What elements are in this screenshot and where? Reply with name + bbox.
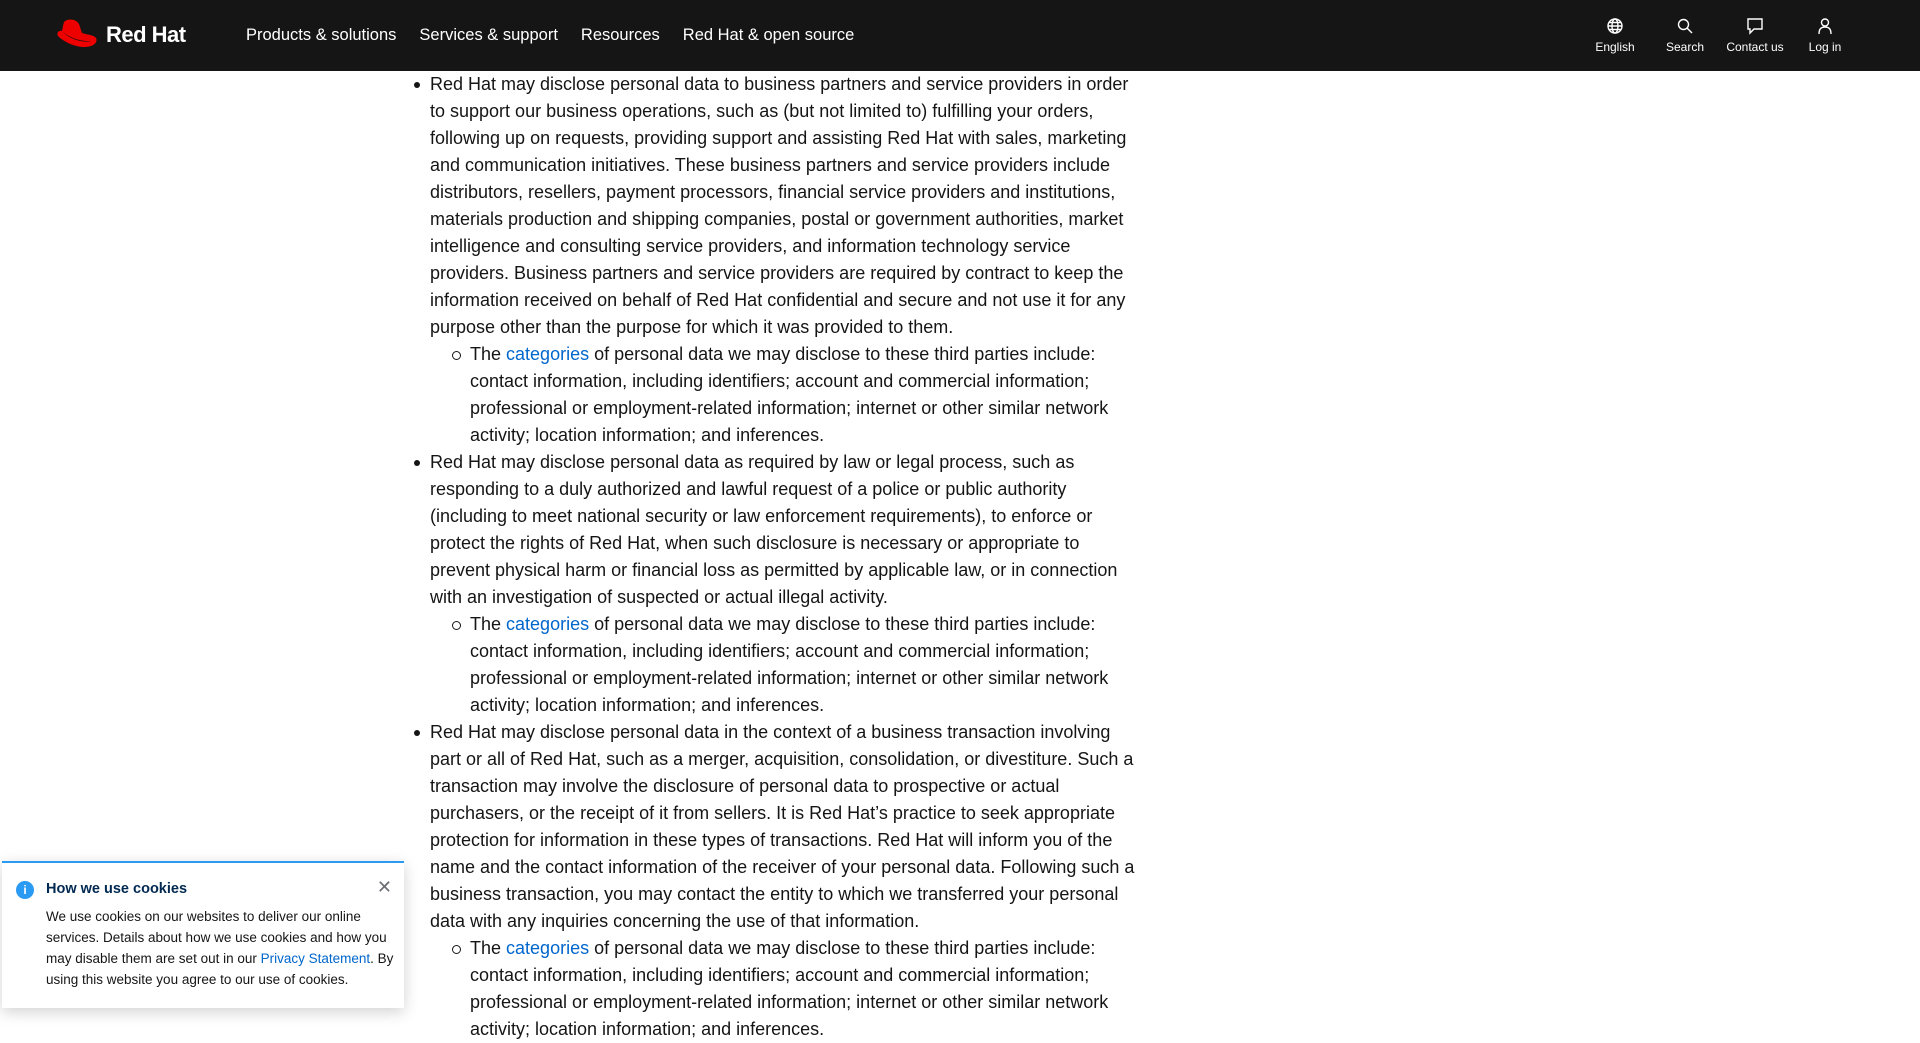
- close-icon[interactable]: ✕: [376, 877, 392, 897]
- sub-list-item: [470, 935, 1136, 1043]
- language-button[interactable]: [1580, 0, 1650, 71]
- main-nav: [246, 0, 854, 71]
- sub-text: The: [470, 344, 507, 364]
- sub-text: of personal data we may disclose to these third parties include: contact information, including identifiers; account and commercial information; professional or employment-related information; internet or other similar network activity; location information; and inferences.: [470, 344, 1109, 445]
- nav-resources[interactable]: Resources: [580, 26, 660, 44]
- list-item: [414, 449, 1136, 719]
- cookie-body: [46, 906, 396, 990]
- globe-icon: [1606, 17, 1624, 35]
- disclosure-list: [414, 71, 1136, 1043]
- item-text: Red Hat may disclose personal data in the context of a business transaction involving part or all of Red Hat, such as a merger, acquisition, consolidation, or divestiture. Such a transaction may involve the disclosure of personal data to prospective or actual purchasers, or the receipt of it from sellers. It is Red Hat’s practice to seek appropriate protection for information in these types of transactions. Red Hat will inform you of the name and the contact information of the receiver of your personal data. Following such a business transaction, you may contact the entity to which we transferred your personal data with any inquiries concerning the use of that information.: [430, 722, 1135, 931]
- contact-us-button[interactable]: [1720, 0, 1790, 71]
- brand-name: Red Hat: [106, 22, 186, 47]
- sub-list-item: [470, 341, 1136, 449]
- cookie-banner: [2, 861, 404, 1008]
- red-hat-fedora-icon: [56, 18, 100, 52]
- contact-us-label: Contact us: [1726, 40, 1784, 54]
- privacy-statement-link[interactable]: Privacy Statement: [260, 951, 371, 966]
- chat-icon: [1746, 17, 1764, 35]
- sub-list-item: [470, 611, 1136, 719]
- sub-text: of personal data we may disclose to these third parties include: contact information, including identifiers; account and commercial information; professional or employment-related information; internet or other similar network activity; location information; and inferences.: [470, 614, 1109, 715]
- categories-link[interactable]: categories: [506, 938, 590, 958]
- top-navigation: [0, 0, 1920, 71]
- sub-text: The: [470, 614, 507, 634]
- cookie-title: How we use cookies: [46, 881, 188, 897]
- nav-red-hat-open-source[interactable]: Red Hat & open source: [682, 26, 855, 44]
- cookie-text: . By using this website you agree to our use of cookies.: [46, 951, 394, 987]
- list-item: [414, 71, 1136, 449]
- privacy-content: [414, 71, 1136, 1043]
- log-in-button[interactable]: [1790, 0, 1860, 71]
- sub-text: of personal data we may disclose to these third parties include: contact information, including identifiers; account and commercial information; professional or employment-related information; internet or other similar network activity; location information; and inferences.: [470, 938, 1109, 1039]
- nav-products-solutions[interactable]: Products & solutions: [246, 26, 397, 44]
- language-label: English: [1595, 40, 1635, 54]
- info-icon: i: [16, 881, 34, 899]
- red-hat-logo[interactable]: [56, 18, 186, 52]
- log-in-label: Log in: [1808, 40, 1842, 54]
- search-label: Search: [1665, 40, 1705, 54]
- user-icon: [1816, 17, 1834, 35]
- search-icon: [1676, 17, 1694, 35]
- nav-services-support[interactable]: Services & support: [419, 26, 558, 44]
- categories-link[interactable]: categories: [506, 614, 590, 634]
- utility-nav: [1580, 0, 1860, 71]
- sub-text: The: [470, 938, 507, 958]
- item-text: Red Hat may disclose personal data to business partners and service providers in order to support our business operations, such as (but not limited to) fulfilling your orders, following up on requests, providing support and assisting Red Hat with sales, marketing and communication initiatives. These business partners and service providers include distributors, resellers, payment processors, financial service providers and institutions, materials production and shipping companies, postal or government authorities, market intelligence and consulting service providers, and information technology service providers. Business partners and service providers are required by contract to keep the information received on behalf of Red Hat confidential and secure and not use it for any purpose other than the purpose for which it was provided to them.: [430, 74, 1129, 337]
- item-text: Red Hat may disclose personal data as required by law or legal process, such as responding to a duly authorized and lawful request of a police or public authority (including to meet national security or law enforcement requirements), to enforce or protect the rights of Red Hat, when such disclosure is necessary or appropriate to prevent physical harm or financial loss as permitted by applicable law, or in connection with an investigation of suspected or actual illegal activity.: [430, 452, 1118, 607]
- search-button[interactable]: [1650, 0, 1720, 71]
- cookie-text: We use cookies on our websites to deliver our online services. Details about how we use cookies and how you may disable them are set out in our: [46, 909, 387, 966]
- list-item: [414, 719, 1136, 1043]
- categories-link[interactable]: categories: [506, 344, 590, 364]
